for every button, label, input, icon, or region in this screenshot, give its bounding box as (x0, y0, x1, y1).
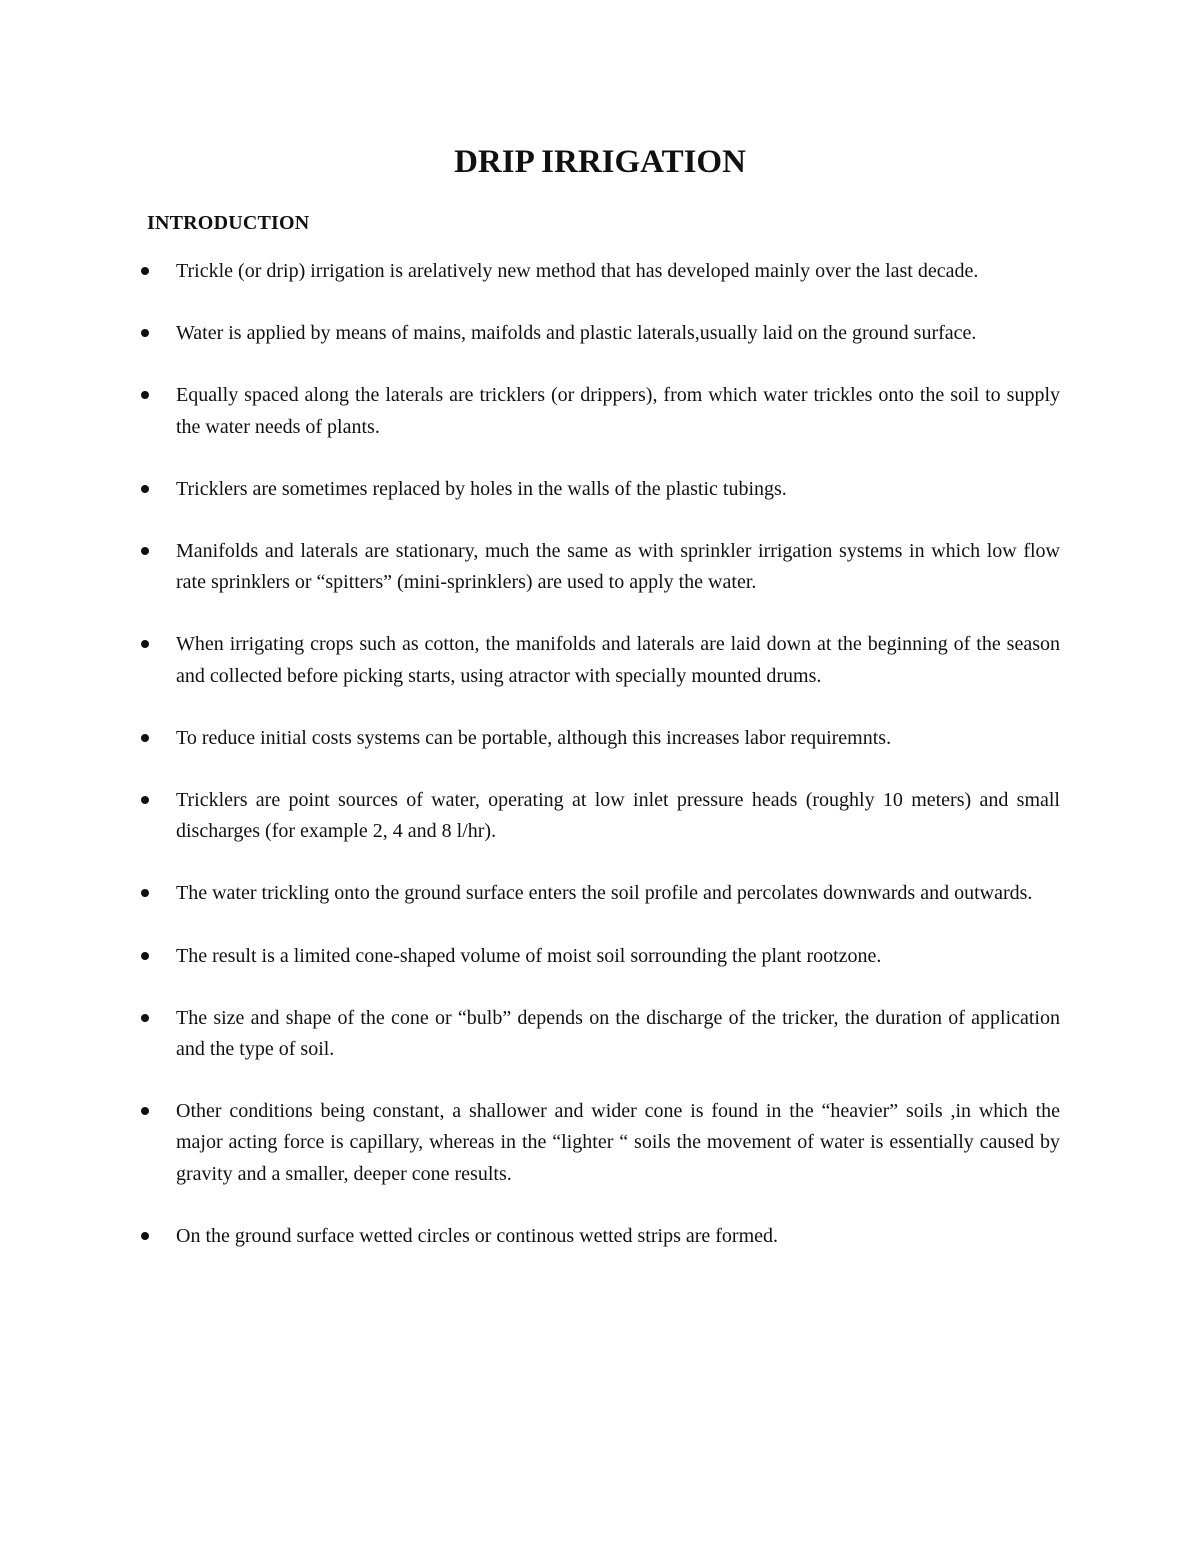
bullet-text: Equally spaced along the laterals are tricklers (or drippers), from which water trickles onto the soil to supply the water needs of plants. (176, 384, 1060, 438)
bullet-text: Tricklers are sometimes replaced by holes in the walls of the plastic tubings. (176, 477, 787, 500)
bullet-icon (141, 1014, 149, 1022)
bullet-icon (141, 547, 149, 555)
bullet-text: On the ground surface wetted circles or continous wetted strips are formed. (176, 1224, 779, 1247)
bullet-icon (141, 267, 149, 275)
list-item (138, 256, 1060, 287)
bullet-text: Manifolds and laterals are stationary, much the same as with sprinkler irrigation systems in which low flow rate sprinklers or “spitters” (mini-sprinklers) are used to apply the water. (176, 540, 1060, 594)
bullet-text: Tricklers are point sources of water, operating at low inlet pressure heads (roughly 10 meters) and small discharges (for example 2, 4 and 8 l/hr). (176, 789, 1060, 843)
bullet-icon (141, 796, 149, 804)
bullet-icon (141, 391, 149, 399)
list-item (138, 318, 1060, 349)
bullet-icon (141, 889, 149, 897)
list-item (138, 1221, 1060, 1252)
bullet-text: Trickle (or drip) irrigation is arelatively new method that has developed mainly over the last decade. (176, 260, 979, 282)
bullet-icon (141, 329, 149, 337)
section-heading: INTRODUCTION (147, 212, 310, 234)
bullet-text: Other conditions being constant, a shallower and wider cone is found in the “heavier” soils ,in which the major acting force is capillary, whereas in the “lighter “ soils the movement of water is essentially caused by gravity and a smaller, deeper cone results. (176, 1100, 1060, 1185)
bullet-text: The result is a limited cone-shaped volume of moist soil sorrounding the plant rootzone. (176, 944, 882, 967)
bullet-text: Water is applied by means of mains, maifolds and plastic laterals,usually laid on the ground surface. (176, 322, 977, 345)
bullet-text: The water trickling onto the ground surface enters the soil profile and percolates downwards and outwards. (176, 882, 1033, 905)
bullet-list (138, 256, 1060, 1283)
list-item (138, 474, 1060, 505)
list-item (138, 1003, 1060, 1065)
bullet-icon (141, 1107, 149, 1115)
bullet-icon (141, 1232, 149, 1240)
list-item (138, 1096, 1060, 1190)
document-title: DRIP IRRIGATION (454, 144, 746, 180)
list-item (138, 629, 1060, 691)
list-item (138, 785, 1060, 847)
bullet-icon (141, 640, 149, 648)
list-item (138, 878, 1060, 909)
list-item (138, 941, 1060, 972)
list-item (138, 536, 1060, 598)
bullet-text: The size and shape of the cone or “bulb” depends on the discharge of the tricker, the duration of application and the type of soil. (176, 1006, 1060, 1061)
bullet-icon (141, 734, 149, 742)
bullet-text: To reduce initial costs systems can be portable, although this increases labor requiremnts. (176, 726, 892, 749)
bullet-text: When irrigating crops such as cotton, the manifolds and laterals are laid down at the beginning of the season and collected before picking starts, using atractor with specially mounted drums. (176, 633, 1060, 687)
list-item (138, 380, 1060, 442)
bullet-icon (141, 952, 149, 960)
list-item (138, 723, 1060, 754)
bullet-icon (141, 485, 149, 493)
